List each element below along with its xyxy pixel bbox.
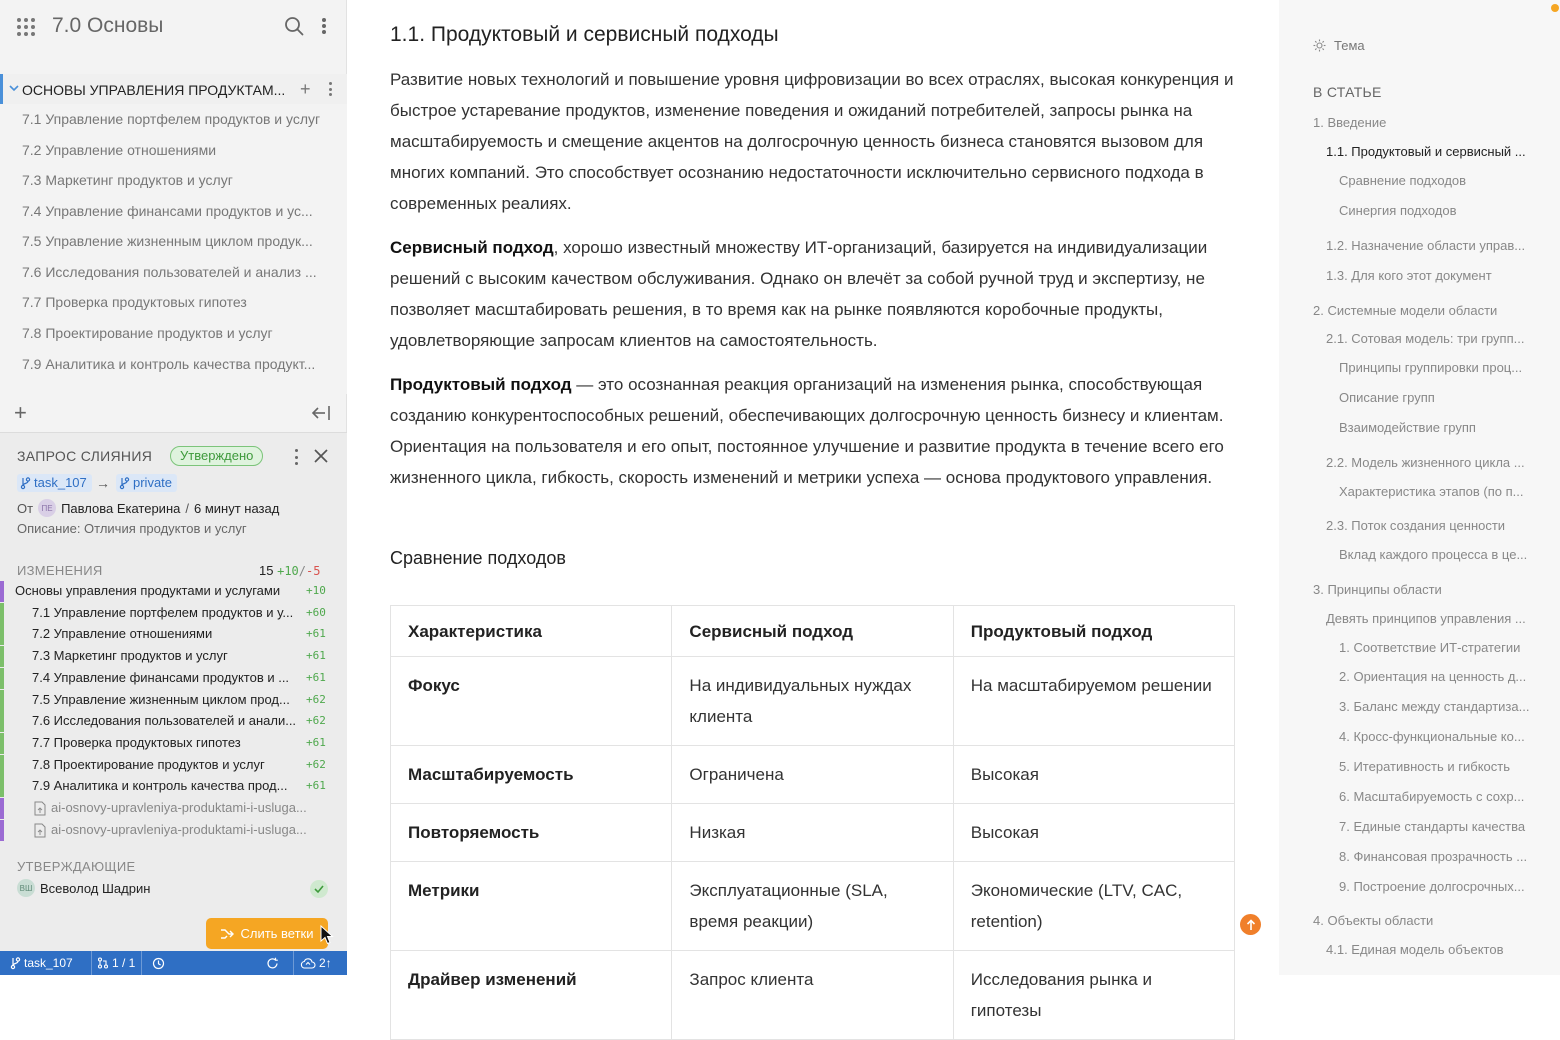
changes-total: 15 (259, 563, 274, 578)
approver-row (17, 879, 150, 897)
change-item[interactable] (0, 603, 347, 624)
notification-dot[interactable] (1551, 4, 1559, 12)
toc-item[interactable]: 3. Баланс между стандартиза... (1339, 699, 1530, 714)
change-item-label: 7.9 Аналитика и контроль качества прод... (32, 778, 288, 794)
change-item[interactable] (0, 755, 347, 776)
toc-item[interactable]: 7. Единые стандарты качества (1339, 819, 1526, 834)
table-cell: Масштабируемость (391, 746, 672, 804)
change-indicator (0, 755, 4, 776)
history-icon[interactable] (152, 951, 165, 975)
term-product: Продуктовый подход (390, 375, 572, 394)
file-icon (34, 801, 46, 816)
avatar: ПЕ (38, 499, 56, 517)
change-item-label: 7.2 Управление отношениями (32, 626, 213, 642)
change-indicator (0, 581, 4, 602)
table-cell: Драйвер изменений (391, 951, 672, 1040)
table-cell: Повторяемость (391, 804, 672, 862)
collapse-sidebar-icon[interactable] (311, 404, 331, 422)
paragraph-product-text: — это осознанная реакция организаций на изменения рынка, способствующая созданию конкурентоспособных решений, обеспечивающих долгосрочную ценность бизнесу и клиентам. Ориентация на пользователя и его опыт, постоянное улучшение и развитие продукта в течение всего его жизненного цикла, гибкость, скорость изменений и метрики успеха — основа продуктового управления. (390, 375, 1224, 487)
table-row (391, 804, 1235, 862)
merge-button-label: Слить ветки (240, 926, 314, 941)
toc-item[interactable]: 9. Построение долгосрочных... (1339, 879, 1525, 894)
arrow-right-icon: → (96, 475, 110, 491)
time-separator: / (185, 500, 189, 516)
change-item-lines: +61 (306, 649, 326, 663)
apps-grid-icon[interactable] (17, 18, 35, 36)
toc-item[interactable]: 2.3. Поток создания ценности (1326, 518, 1506, 533)
tree-item[interactable]: 7.2 Управление отношениями (22, 142, 217, 158)
tree-item[interactable]: 7.4 Управление финансами продуктов и ус... (22, 203, 313, 219)
paragraph-product (390, 369, 1240, 493)
change-item[interactable] (0, 820, 347, 841)
status-badge: Утверждено (170, 446, 263, 466)
source-branch[interactable] (17, 474, 92, 492)
table-of-contents (1279, 0, 1560, 975)
change-indicator (0, 776, 4, 797)
theme-label: Тема (1334, 38, 1365, 53)
git-branch-icon (119, 477, 130, 489)
toc-title: В СТАТЬЕ (1313, 84, 1382, 100)
table-row (391, 951, 1235, 1040)
status-sync-label: 2↑ (319, 956, 332, 970)
sidebar-footer (0, 398, 347, 430)
toc-item[interactable]: 4. Кросс-функциональные ко... (1339, 729, 1525, 744)
paragraph-intro: Развитие новых технологий и повышение уровня цифровизации во всех отраслях, высокая конкуренция и быстрое устаревание продуктов, изменение поведения и ожиданий потребителей, запросы рынка на масштабируемость и смещение акцентов на долгосрочную ценность бизнеса становятся вызовом для многих компаний. Это способствует осознанию недостаточности исключительно сервисного подхода в современных реалиях. (390, 70, 1234, 213)
status-pull-requests[interactable] (97, 951, 135, 975)
change-item-label: 7.1 Управление портфелем продуктов и у... (32, 604, 294, 620)
change-indicator (0, 798, 4, 819)
tree-item[interactable]: 7.9 Аналитика и контроль качества продукт... (22, 356, 316, 372)
approver-name[interactable]: Всеволод Шадрин (40, 880, 151, 896)
table-row (391, 862, 1235, 951)
status-sync[interactable] (300, 951, 332, 975)
change-item-lines: +61 (306, 627, 326, 641)
change-indicator (0, 820, 4, 841)
document-tree (0, 74, 347, 394)
refresh-icon[interactable] (266, 951, 279, 975)
add-icon[interactable]: + (14, 400, 27, 425)
change-indicator (0, 711, 4, 732)
change-item-lines: +62 (306, 692, 326, 706)
table-header-row (391, 606, 1235, 657)
merge-branches-button[interactable] (206, 918, 328, 949)
table-cell: Фокус (391, 657, 672, 746)
tree-item[interactable]: 7.7 Проверка продуктовых гипотез (22, 294, 247, 310)
git-branch-icon (20, 477, 31, 489)
toc-item[interactable]: Вклад каждого процесса в це... (1339, 547, 1528, 562)
change-item-lines: +61 (306, 779, 326, 793)
toc-item[interactable]: 1. Введение (1313, 115, 1387, 130)
change-item-label: 7.4 Управление финансами продуктов и ... (32, 669, 290, 685)
toc-item[interactable]: Характеристика этапов (по п... (1339, 484, 1524, 499)
table-header: Характеристика (391, 606, 672, 657)
author-line (17, 499, 279, 517)
change-item-lines: +62 (306, 714, 326, 728)
git-branch-icon (10, 957, 21, 969)
toc-item[interactable]: Взаимодействие групп (1339, 420, 1476, 435)
toc-item[interactable]: Описание групп (1339, 390, 1435, 405)
term-service: Сервисный подход (390, 238, 554, 257)
change-item-lines: +10 (306, 584, 326, 597)
subheading: Сравнение подходов (390, 548, 566, 568)
change-item-lines: +61 (306, 735, 326, 749)
change-item-label: Основы управления продуктами и услугами (15, 583, 281, 598)
change-item-label: 7.3 Маркетинг продуктов и услуг (32, 648, 228, 664)
tree-item[interactable]: 7.1 Управление портфелем продуктов и услуг (22, 111, 321, 127)
status-bar (0, 951, 347, 975)
tree-item[interactable]: 7.3 Маркетинг продуктов и услуг (22, 172, 233, 188)
change-item[interactable] (0, 581, 347, 602)
change-item[interactable] (0, 690, 347, 711)
pull-request-icon (97, 957, 109, 969)
add-page-icon[interactable]: + (300, 79, 311, 99)
tree-item[interactable]: 7.6 Исследования пользователей и анализ ... (22, 264, 317, 280)
mouse-cursor-icon (320, 925, 334, 945)
change-item[interactable] (0, 776, 347, 797)
table-cell: Высокая (953, 804, 1234, 862)
from-label: От (17, 500, 34, 516)
target-branch[interactable] (116, 474, 177, 492)
left-sidebar (0, 0, 347, 975)
target-branch-label: private (133, 475, 173, 490)
time-ago: 6 минут назад (193, 500, 280, 516)
change-item[interactable] (0, 711, 347, 732)
table-cell: На масштабируемом решении (953, 657, 1234, 746)
toc-item[interactable]: Синергия подходов (1339, 203, 1457, 218)
description: Описание: Отличия продуктов и услуг (17, 521, 247, 536)
changes-count (259, 563, 320, 578)
change-item-lines: +60 (306, 605, 326, 619)
paragraph-service-text: , хорошо известный множеству ИТ-организаций, базируется на индивидуализации решений с высоким качеством обслуживания. Однако он влечёт за собой ручной труд и экспертизу, не позволяет масштабировать решения, в то время как на рынке появляются коробочные продукты, удовлетворяющие запросам клиентов на самостоятельность. (390, 238, 1208, 350)
cloud-upload-icon (300, 957, 316, 969)
toc-item[interactable]: Девять принципов управления ... (1326, 611, 1526, 626)
toc-item[interactable]: 1. Соответствие ИТ-стратегии (1339, 640, 1521, 655)
sidebar-header (0, 0, 347, 54)
change-item[interactable] (0, 624, 347, 645)
table-cell: Исследования рынка и гипотезы (953, 951, 1234, 1040)
source-branch-label: task_107 (34, 475, 87, 490)
toc-item[interactable]: 1.1. Продуктовый и сервисный ... (1326, 144, 1526, 159)
toc-item[interactable]: 1.3. Для кого этот документ (1326, 268, 1492, 283)
more-vertical-icon[interactable] (293, 449, 299, 465)
toc-item[interactable]: 8. Финансовая прозрачность ... (1339, 849, 1528, 864)
change-indicator (0, 603, 4, 624)
search-icon[interactable] (284, 16, 304, 36)
changes-separator: / (298, 564, 307, 578)
toc-item[interactable]: 3. Принципы области (1313, 582, 1442, 597)
table-cell: Экономические (LTV, CAC, retention) (953, 862, 1234, 951)
sun-icon (1313, 39, 1326, 52)
table-header: Продуктовый подход (953, 606, 1234, 657)
toc-item[interactable]: 2. Системные модели области (1313, 303, 1498, 318)
toc-item[interactable]: 2.2. Модель жизненного цикла ... (1326, 455, 1525, 470)
change-item-label: ai-osnovy-upravleniya-produktami-i-usluga... (51, 821, 307, 837)
more-vertical-icon[interactable] (327, 82, 333, 96)
comparison-table (390, 605, 1235, 1040)
change-indicator (0, 646, 4, 667)
scroll-to-top-button[interactable] (1240, 914, 1261, 935)
approved-check-icon (310, 880, 328, 898)
table-cell: Высокая (953, 746, 1234, 804)
changes-removed: -5 (306, 564, 321, 578)
toc-item[interactable]: 2. Ориентация на ценность д... (1339, 669, 1527, 684)
table-row (391, 746, 1235, 804)
section-heading: 1.1. Продуктовый и сервисный подходы (390, 23, 779, 46)
arrow-up-icon (1246, 919, 1256, 931)
paragraph-service (390, 232, 1240, 356)
change-indicator (0, 668, 4, 689)
article-content (348, 0, 1279, 1020)
change-item-label: ai-osnovy-upravleniya-produktami-i-usluga... (51, 800, 307, 815)
status-branch-label: task_107 (24, 956, 73, 970)
table-cell: Эксплуатационные (SLA, время реакции) (672, 862, 953, 951)
change-item-lines: +61 (306, 670, 326, 684)
table-cell: На индивидуальных нуждах клиента (672, 657, 953, 746)
change-item[interactable] (0, 733, 347, 754)
table-row (391, 657, 1235, 746)
theme-toggle[interactable] (1313, 38, 1365, 53)
changes-added: +10 (277, 564, 299, 578)
change-indicator (0, 624, 4, 645)
change-item[interactable] (0, 668, 347, 689)
tree-item[interactable]: 7.5 Управление жизненным циклом продук... (22, 233, 313, 249)
more-vertical-icon[interactable] (318, 16, 330, 36)
tree-root-label: ОСНОВЫ УПРАВЛЕНИЯ ПРОДУКТАМ... (22, 82, 286, 98)
changes-title: ИЗМЕНЕНИЯ (17, 563, 103, 578)
toc-item[interactable]: 1.2. Назначение области управ... (1326, 238, 1526, 253)
table-header: Сервисный подход (672, 606, 953, 657)
toc-item[interactable]: Принципы группировки проц... (1339, 360, 1523, 375)
status-branch[interactable] (10, 951, 73, 975)
merge-request-panel (0, 432, 347, 951)
table-cell: Запрос клиента (672, 951, 953, 1040)
change-item-label: 7.5 Управление жизненным циклом прод... (32, 691, 290, 707)
close-icon[interactable] (313, 448, 329, 464)
change-item-label: 7.7 Проверка продуктовых гипотез (32, 734, 241, 750)
toc-item[interactable]: 5. Итеративность и гибкость (1339, 759, 1510, 774)
approvers-title: УТВЕРЖДАЮЩИЕ (17, 859, 136, 874)
tree-root-item[interactable] (0, 74, 347, 104)
file-icon (34, 823, 46, 838)
merge-request-title: ЗАПРОС СЛИЯНИЯ (17, 448, 153, 464)
author-name[interactable]: Павлова Екатерина (61, 500, 181, 516)
table-cell: Метрики (391, 862, 672, 951)
toc-item[interactable]: 2.1. Сотовая модель: три групп... (1326, 331, 1525, 346)
table-cell: Низкая (672, 804, 953, 862)
toc-item[interactable]: Сравнение подходов (1339, 173, 1467, 188)
git-merge-icon (220, 928, 234, 940)
change-item[interactable] (0, 646, 347, 667)
tree-item[interactable]: 7.8 Проектирование продуктов и услуг (22, 325, 273, 341)
change-indicator (0, 690, 4, 711)
change-item[interactable] (0, 798, 347, 819)
change-item-lines: +62 (306, 757, 326, 771)
change-indicator (0, 733, 4, 754)
toc-item[interactable]: 4. Объекты области (1313, 913, 1434, 928)
chevron-down-icon[interactable] (8, 82, 20, 94)
space-title[interactable]: 7.0 Основы (52, 14, 164, 37)
status-pr-count: 1 / 1 (112, 956, 136, 970)
avatar: ВШ (17, 879, 35, 897)
toc-item[interactable]: 4.1. Единая модель объектов (1326, 942, 1504, 957)
table-cell: Ограничена (672, 746, 953, 804)
toc-item[interactable]: 6. Масштабируемость с сохр... (1339, 789, 1525, 804)
change-item-label: 7.6 Исследования пользователей и анали... (32, 713, 297, 729)
change-item-label: 7.8 Проектирование продуктов и услуг (32, 756, 265, 772)
